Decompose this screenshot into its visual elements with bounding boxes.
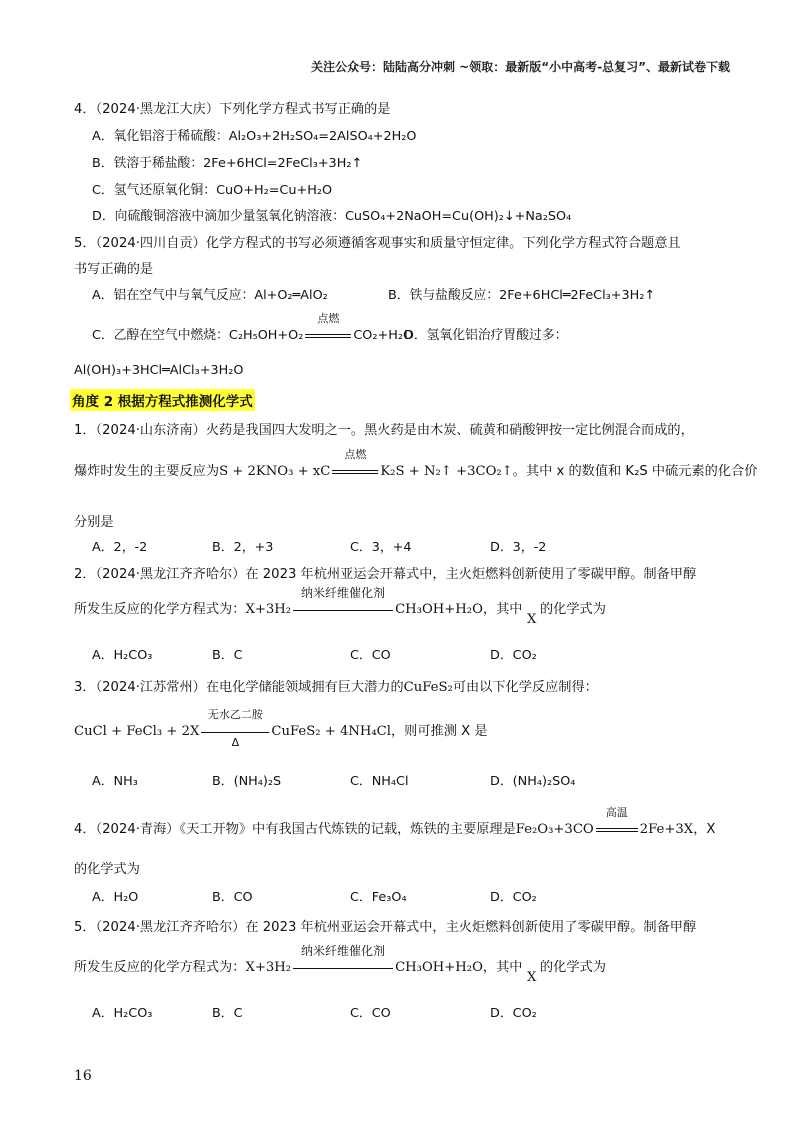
question-stem: 1．（2024·山东济南）火药是我国四大发明之一。黑火药是由木炭、硫黄和硝酸钾按一定比例混合而成的， (74, 423, 694, 438)
equation-left: C．乙醇在空气中燃烧：C₂H₅OH+O₂ (92, 328, 304, 343)
equation-right: CO₂+H₂O (353, 328, 414, 343)
option-b: B．铁与盐酸反应：2Fe+6HCl═2FeCl₃+3H₂↑ (388, 288, 656, 303)
option-a: A．H₂CO₃ (92, 1006, 153, 1021)
question-stem-equation (74, 708, 488, 749)
equals-sign (305, 334, 351, 338)
option-d: D．(NH₄)₂SO₄ (490, 774, 576, 789)
equation-left: Fe₂O₃+3CO (515, 822, 594, 837)
question-stem: 5．（2024·黑龙江齐齐哈尔）在 2023 年杭州亚运会开幕式中，主火炬燃料创新使用了零碳甲醇。制备甲醇 (74, 920, 697, 935)
option-c (92, 312, 414, 343)
option-c: C．CO (350, 1006, 391, 1021)
option-b: B．CO (212, 890, 253, 905)
stem-text: 可由以下化学反应制得： (452, 680, 598, 695)
reaction-arrow-line (293, 968, 393, 969)
reaction-arrow-line (201, 732, 269, 733)
equation-right: CH₃OH+H₂O (395, 602, 483, 617)
option-d: D．向硫酸铜溶液中滴加少量氢氧化钠溶液：CuSO₄+2NaOH=Cu(OH)₂↓+Na₂SO₄ (92, 209, 572, 224)
option-b: B．C (212, 1006, 243, 1021)
option-a: A．氧化铝溶于稀硫酸：Al₂O₃+2H₂SO₄=2AlSO₄+2H₂O (92, 129, 417, 144)
variable-x: X (527, 970, 537, 985)
question-stem-cont: 书写正确的是 (74, 262, 154, 277)
equals-sign (596, 828, 638, 832)
option-a: A．2，-2 (92, 540, 148, 555)
stem-text: 的化学式为 (540, 602, 606, 617)
equation-right: 2Fe+3X (639, 822, 694, 837)
stem-text: ，其中 (482, 602, 523, 617)
option-c: C．Fe₃O₄ (350, 890, 407, 905)
option-a: A．铝在空气中与氧气反应：Al+O₂═AlO₂ (92, 288, 328, 303)
reaction-condition: 纳米纤维催化剂 (301, 944, 386, 958)
option-a: A．H₂CO₃ (92, 648, 153, 663)
option-b: B．(NH₄)₂S (212, 774, 282, 789)
reaction-condition: 无水乙二胺 (207, 708, 263, 721)
equation-left: X+3H₂ (245, 960, 292, 975)
option-d: D．CO₂ (490, 648, 537, 663)
question-stem-equation (74, 944, 523, 975)
equals-sign (332, 470, 378, 474)
stem-text: 3．（2024·江苏常州）在电化学储能领域拥有巨大潜力的 (74, 680, 404, 695)
section-heading: 角度 2 根据方程式推测化学式 (70, 389, 255, 411)
reaction-condition: 点燃 (344, 448, 367, 461)
question-stem-equation (74, 806, 716, 837)
option-d: D．CO₂ (490, 1006, 537, 1021)
question-stem-cont: 分别是 (74, 515, 114, 530)
page-header: 关注公众号：陆陆高分冲刺 ~领取：最新版“小中高考-总复习”、最新试卷下载 (311, 60, 730, 74)
variable-x: X (527, 612, 537, 627)
stem-text: ，其中 (482, 960, 523, 975)
equation-right: CuFeS₂ + 4NH₄Cl (271, 724, 391, 739)
heat-symbol: Δ (231, 736, 240, 749)
option-a: A．NH₃ (92, 774, 138, 789)
stem-text: 所发生反应的化学方程式为： (74, 960, 246, 975)
reaction-condition: 高温 (605, 806, 628, 819)
equation-left: S + 2KNO₃ + xC (219, 464, 331, 479)
reaction-condition: 纳米纤维催化剂 (301, 586, 386, 600)
equation-left: X+3H₂ (245, 602, 292, 617)
option-d-equation: Al(OH)₃+3HCl═AlCl₃+3H₂O (74, 363, 244, 378)
question-stem: 4．（2024·黑龙江大庆）下列化学方程式书写正确的是 (74, 102, 391, 117)
option-b: B．C (212, 648, 243, 663)
option-b: B．铁溶于稀盐酸：2Fe+6HCl=2FeCl₃+3H₂↑ (92, 156, 363, 171)
option-d: D．3，-2 (490, 540, 547, 555)
page-number: 16 (74, 1068, 92, 1084)
stem-text: ，则可推测 X 是 (390, 724, 488, 739)
reaction-arrow-line (293, 610, 393, 611)
stem-text: 的化学式为 (540, 960, 606, 975)
question-stem (74, 676, 598, 695)
question-stem-equation (74, 448, 758, 479)
option-c: C．CO (350, 648, 391, 663)
equation-right: K₂S + N₂↑ +3CO₂↑ (380, 464, 513, 479)
stem-text: 所发生反应的化学方程式为： (74, 602, 246, 617)
stem-text: 爆炸时发生的主要反应为 (74, 464, 220, 479)
equation-right: CH₃OH+H₂O (395, 960, 483, 975)
option-d: D．CO₂ (490, 890, 537, 905)
option-d: D．氢氧化铝治疗胃酸过多： (404, 328, 568, 343)
option-c: C．氢气还原氧化铜：CuO+H₂=Cu+H₂O (92, 183, 333, 198)
question-stem-cont: 的化学式为 (74, 862, 140, 877)
option-a: A．H₂O (92, 890, 139, 905)
option-b: B．2，+3 (212, 540, 274, 555)
option-c: C．NH₄Cl (350, 774, 409, 789)
question-stem: 2．（2024·黑龙江齐齐哈尔）在 2023 年杭州亚运会开幕式中，主火炬燃料创新使用了零碳甲醇。制备甲醇 (74, 567, 697, 582)
formula: CuFeS₂ (403, 680, 453, 695)
equation-left: CuCl + FeCl₃ + 2X (74, 724, 200, 739)
question-stem: 5．（2024·四川自贡）化学方程式的书写必须遵循客观事实和质量守恒定律。下列化学方程式符合题意且 (74, 236, 681, 251)
question-stem-equation (74, 586, 523, 617)
option-c: C．3，+4 (350, 540, 412, 555)
stem-text: 。其中 x 的数值和 K₂S 中硫元素的化合价 (512, 464, 758, 479)
stem-text: 4．（2024·青海）《天工开物》中有我国古代炼铁的记载，炼铁的主要原理是 (74, 822, 516, 837)
reaction-condition: 点燃 (317, 312, 340, 325)
stem-text: ，X (693, 822, 716, 837)
